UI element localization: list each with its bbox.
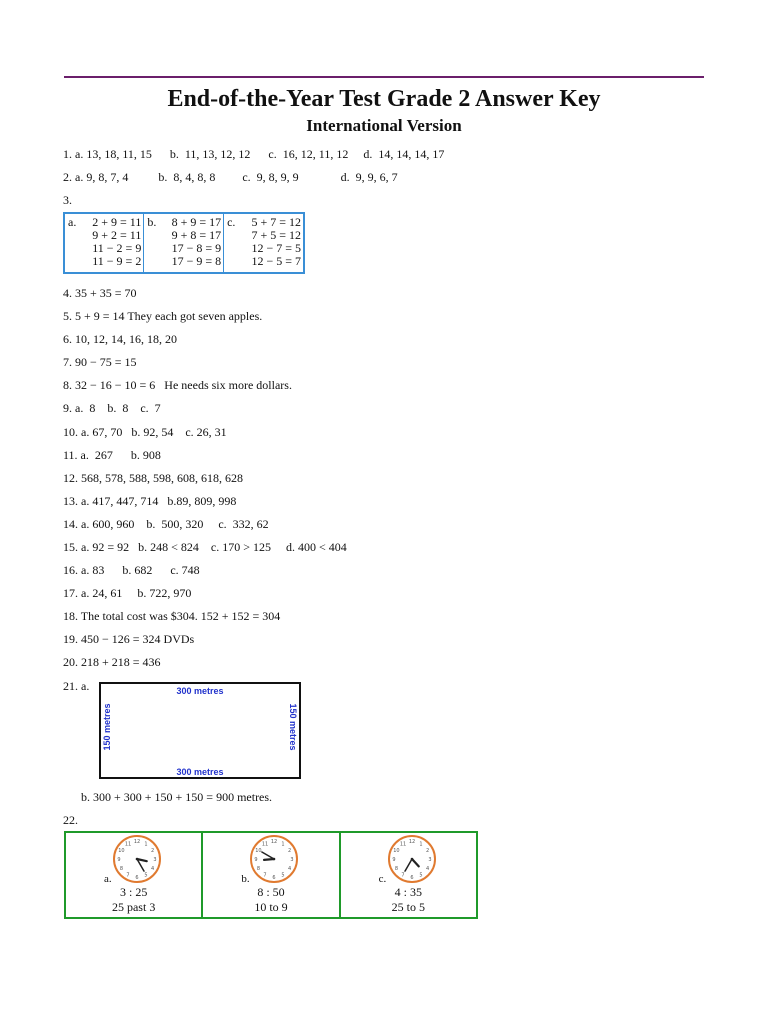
clock-numeral: 3 bbox=[428, 857, 432, 863]
clock-numeral: 11 bbox=[124, 841, 132, 848]
header-rule bbox=[64, 76, 704, 78]
clock-numeral: 8 bbox=[394, 866, 398, 872]
fact-family-label: c. bbox=[227, 215, 236, 229]
clock-numeral: 3 bbox=[153, 857, 157, 863]
rect-top-label: 300 metres bbox=[176, 686, 224, 696]
answer-13: 13. a. 417, 447, 714 b.89, 809, 998 bbox=[63, 494, 237, 508]
clock-numeral: 12 bbox=[408, 839, 415, 845]
clock-icon bbox=[112, 834, 162, 884]
clock-numeral: 10 bbox=[118, 848, 125, 854]
answer-14: 14. a. 600, 960 b. 500, 320 c. 332, 62 bbox=[63, 517, 269, 531]
clock-words: 25 past 3 bbox=[111, 900, 156, 914]
clock-label: c. bbox=[378, 873, 387, 885]
clock-icon bbox=[387, 834, 437, 884]
fact-family-equations: 8 + 9 = 17 9 + 8 = 17 17 − 8 = 9 17 − 9 = 8 bbox=[171, 215, 222, 268]
clock-numeral: 2 bbox=[150, 848, 155, 854]
clock-cell bbox=[65, 832, 202, 918]
clock-numeral: 12 bbox=[133, 839, 141, 845]
clock-numeral: 1 bbox=[144, 841, 148, 848]
clock-words: 25 to 5 bbox=[391, 900, 425, 914]
fact-family-cell bbox=[144, 213, 224, 273]
clock-icon bbox=[249, 834, 299, 884]
clock-numeral: 6 bbox=[272, 875, 276, 881]
clock-numeral: 4 bbox=[425, 866, 429, 872]
answer-8: 8. 32 − 16 − 10 = 6 He needs six more dollars. bbox=[63, 378, 292, 392]
perimeter-rectangle bbox=[99, 682, 301, 779]
clock-numeral: 9 bbox=[117, 857, 121, 863]
fact-family-cell bbox=[224, 213, 304, 273]
fact-family-label: a. bbox=[68, 215, 77, 229]
rect-right-label: 150 metres bbox=[288, 703, 298, 751]
answer-3-label: 3. bbox=[63, 193, 72, 207]
rect-bottom-label: 300 metres bbox=[176, 767, 224, 777]
clock-numeral: 10 bbox=[255, 848, 262, 854]
fact-family-table bbox=[63, 212, 305, 274]
answer-10: 10. a. 67, 70 b. 92, 54 c. 26, 31 bbox=[63, 425, 227, 439]
clock-time: 4 : 35 bbox=[394, 885, 422, 899]
clock-cell bbox=[202, 832, 339, 918]
clock-label: a. bbox=[104, 873, 112, 885]
answer-11: 11. a. 267 b. 908 bbox=[63, 448, 161, 462]
clock-numeral: 3 bbox=[290, 857, 294, 863]
clock-time: 3 : 25 bbox=[119, 885, 148, 899]
clock-numeral: 5 bbox=[144, 872, 148, 879]
answer-20: 20. 218 + 218 = 436 bbox=[63, 655, 161, 669]
clock-time: 8 : 50 bbox=[257, 885, 285, 899]
answer-16: 16. a. 83 b. 682 c. 748 bbox=[63, 563, 200, 577]
answer-9: 9. a. 8 b. 8 c. 7 bbox=[63, 401, 161, 415]
answer-18: 18. The total cost was $304. 152 + 152 = 304 bbox=[63, 609, 281, 623]
answer-15: 15. a. 92 = 92 b. 248 < 824 c. 170 > 125 d. 400 < 404 bbox=[63, 540, 347, 554]
clock-numeral: 2 bbox=[288, 848, 292, 854]
answer-12: 12. 568, 578, 588, 598, 608, 618, 628 bbox=[63, 471, 243, 485]
page-title: End-of-the-Year Test Grade 2 Answer Key bbox=[167, 86, 601, 112]
clock-table bbox=[64, 831, 478, 919]
answer-19: 19. 450 − 126 = 324 DVDs bbox=[63, 632, 195, 646]
clock-center bbox=[410, 858, 413, 861]
answer-6: 6. 10, 12, 14, 16, 18, 20 bbox=[63, 332, 177, 346]
rect-left-label: 150 metres bbox=[102, 703, 112, 751]
answer-4: 4. 35 + 35 = 70 bbox=[63, 286, 137, 300]
clock-numeral: 1 bbox=[281, 841, 285, 848]
clock-numeral: 8 bbox=[119, 866, 124, 872]
answer-21-label: 21. a. bbox=[63, 679, 90, 693]
answer-2: 2. a. 9, 8, 7, 4 b. 8, 4, 8, 8 c. 9, 8, 9, 9 d. 9, 9, 6, 7 bbox=[63, 170, 398, 184]
clock-numeral: 6 bbox=[410, 875, 414, 881]
clock-numeral: 1 bbox=[419, 841, 423, 848]
clock-cell bbox=[340, 832, 477, 918]
fact-family-equations: 2 + 9 = 11 9 + 2 = 11 11 − 2 = 9 11 − 9 = 2 bbox=[92, 215, 142, 268]
hour-hand bbox=[264, 859, 274, 860]
clock-numeral: 4 bbox=[150, 866, 155, 872]
clock-numeral: 4 bbox=[288, 866, 292, 872]
clock-numeral: 2 bbox=[425, 848, 429, 854]
answer-22-label: 22. bbox=[63, 813, 78, 827]
clock-numeral: 6 bbox=[135, 875, 139, 881]
fact-family-label: b. bbox=[147, 215, 157, 229]
page-subtitle: International Version bbox=[306, 116, 462, 135]
fact-family-cell bbox=[64, 213, 144, 273]
answer-21b: b. 300 + 300 + 150 + 150 = 900 metres. bbox=[81, 790, 273, 804]
clock-numeral: 11 bbox=[262, 841, 269, 848]
answer-17: 17. a. 24, 61 b. 722, 970 bbox=[63, 586, 192, 600]
answer-7: 7. 90 − 75 = 15 bbox=[63, 355, 137, 369]
clock-numeral: 9 bbox=[392, 857, 396, 863]
answer-1: 1. a. 13, 18, 11, 15 b. 11, 13, 12, 12 c. 16, 12, 11, 12 d. 14, 14, 14, 17 bbox=[63, 147, 445, 161]
clock-label: b. bbox=[241, 873, 250, 885]
fact-family-equations: 5 + 7 = 12 7 + 5 = 12 12 − 7 = 5 12 − 5 = 7 bbox=[251, 215, 301, 268]
clock-numeral: 5 bbox=[281, 872, 285, 879]
clock-numeral: 7 bbox=[126, 872, 130, 879]
clock-numeral: 8 bbox=[257, 866, 261, 872]
clock-numeral: 5 bbox=[419, 872, 423, 879]
answer-5: 5. 5 + 9 = 14 They each got seven apples. bbox=[63, 309, 263, 323]
clock-numeral: 12 bbox=[271, 839, 278, 845]
clock-center bbox=[136, 858, 139, 861]
clock-numeral: 10 bbox=[392, 848, 400, 854]
clock-numeral: 7 bbox=[263, 872, 267, 879]
clock-numeral: 11 bbox=[399, 841, 406, 848]
clock-center bbox=[273, 858, 276, 861]
clock-numeral: 9 bbox=[254, 857, 258, 863]
clock-words: 10 to 9 bbox=[254, 900, 288, 914]
clock-numeral: 7 bbox=[401, 872, 405, 879]
